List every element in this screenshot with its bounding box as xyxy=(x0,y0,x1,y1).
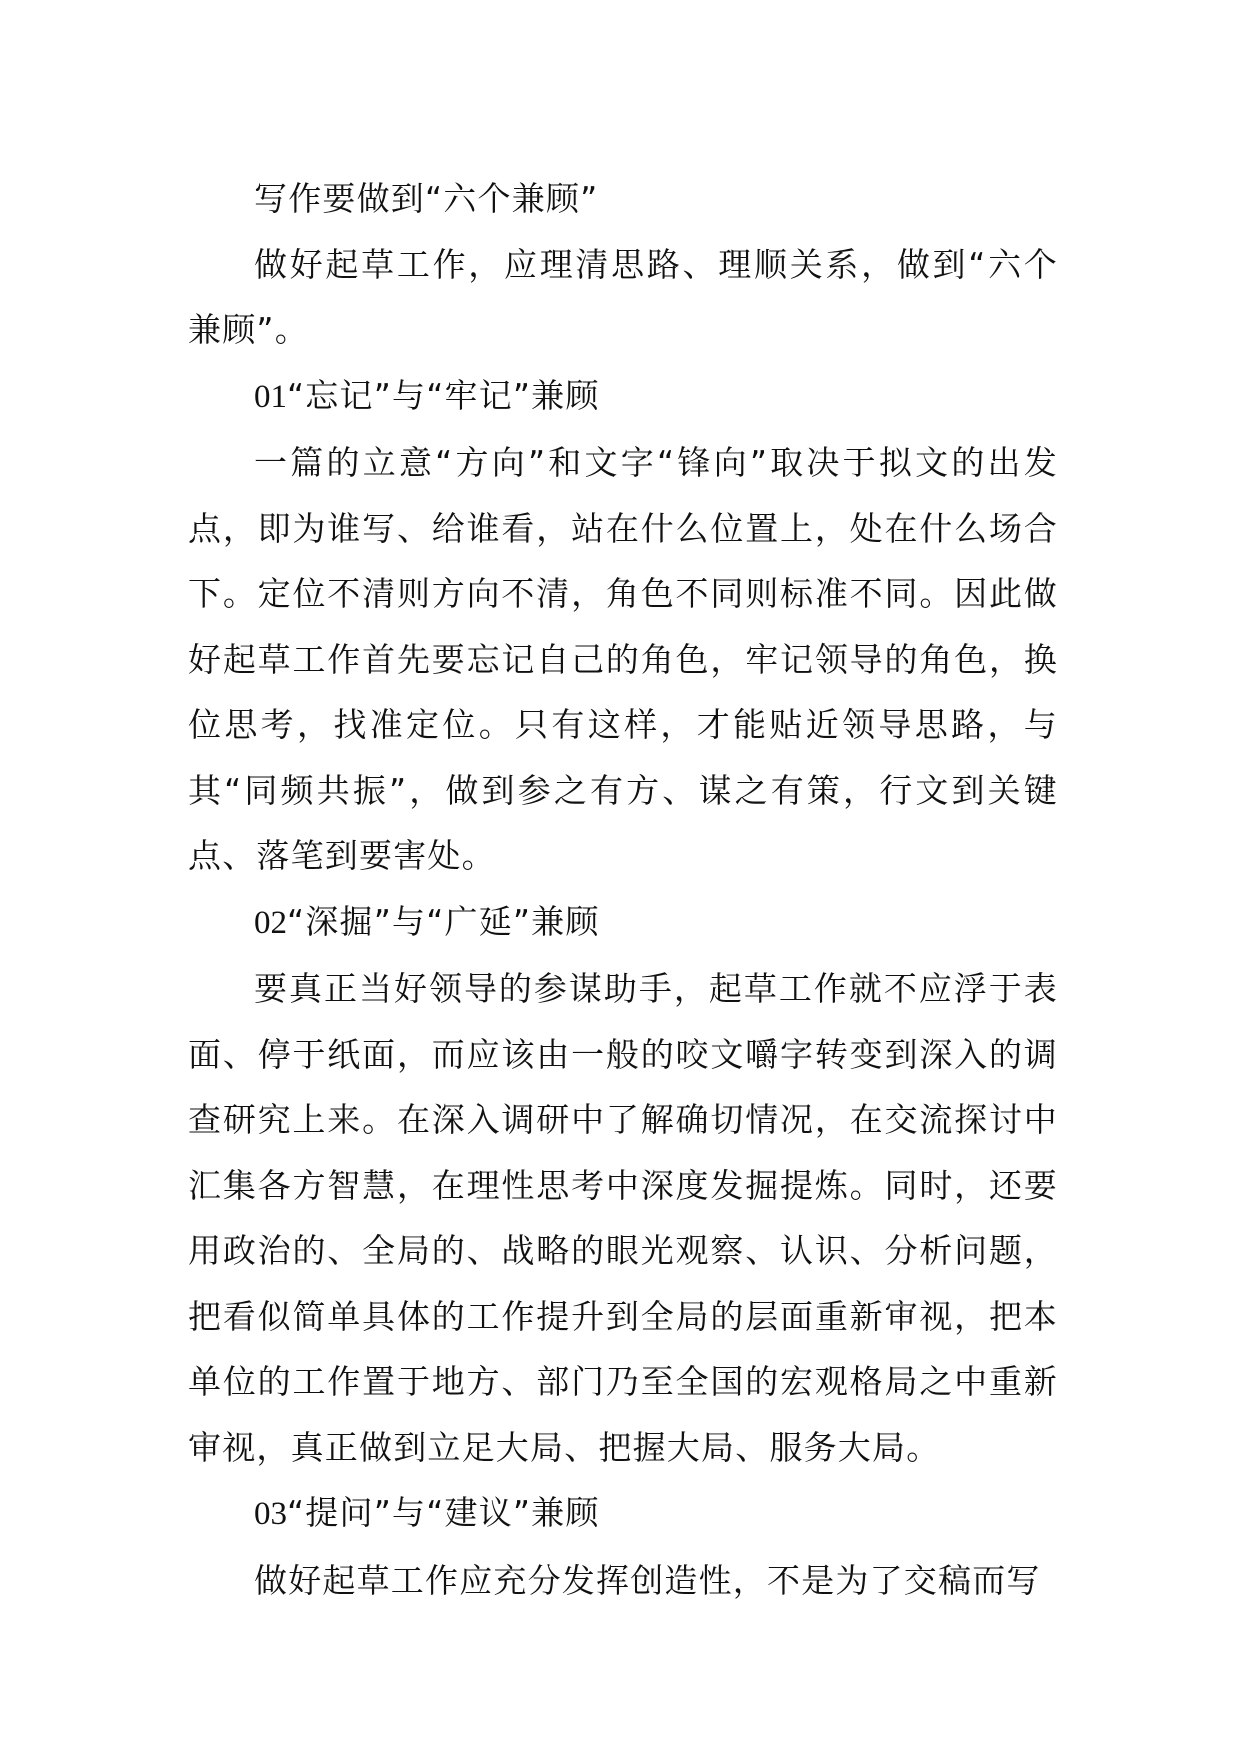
section-body-02: 要真正当好领导的参谋助手，起草工作就不应浮于表面、停于纸面，而应该由一般的咬文嚼字转变到深入的调查研究上来。在深入调研中了解确切情况，在交流探讨中汇集各方智慧，在理性思考中深度发掘提炼。同时，还要用政治的、全局的、战略的眼光观察、认识、分析问题，把看似简单具体的工作提升到全局的层面重新审视，把本单位的工作置于地方、部门乃至全国的宏观格局之中重新审视，真正做到立足大局、把握大局、服务大局。 xyxy=(188,969,1058,1467)
section-body-01: 一篇的立意“方向”和文字“锋向”取决于拟文的出发点，即为谁写、给谁看，站在什么位置上，处在什么场合下。定位不清则方向不清，角色不同则标准不同。因此做好起草工作首先要忘记自己的角色，牢记领导的角色，换位思考，找准定位。只有这样，才能贴近领导思路，与其“同频共振”，做到参之有方、谋之有策，行文到关键点、落笔到要害处。 xyxy=(188,443,1058,875)
document-title xyxy=(188,166,1058,232)
section-heading-03 xyxy=(188,1480,1058,1548)
document-body xyxy=(188,166,1058,1613)
section-number: 02 xyxy=(254,904,287,941)
section-heading-text: “提问”与“建议”兼顾 xyxy=(287,1493,600,1532)
document-title-text: 写作要做到“六个兼顾” xyxy=(254,179,599,218)
section-heading-02 xyxy=(188,889,1058,957)
section-heading-text: “忘记”与“牢记”兼顾 xyxy=(287,375,600,415)
section-body-03: 做好起草工作应充分发挥创造性，不是为了交稿而写 xyxy=(254,1560,1041,1600)
section-heading-01 xyxy=(188,363,1058,431)
section-number: 01 xyxy=(254,378,287,415)
section-heading-text: “深掘”与“广延”兼顾 xyxy=(287,901,600,941)
section-number: 03 xyxy=(254,1496,287,1532)
intro-paragraph: 做好起草工作，应理清思路、理顺关系，做到“六个兼顾”。 xyxy=(188,244,1058,349)
